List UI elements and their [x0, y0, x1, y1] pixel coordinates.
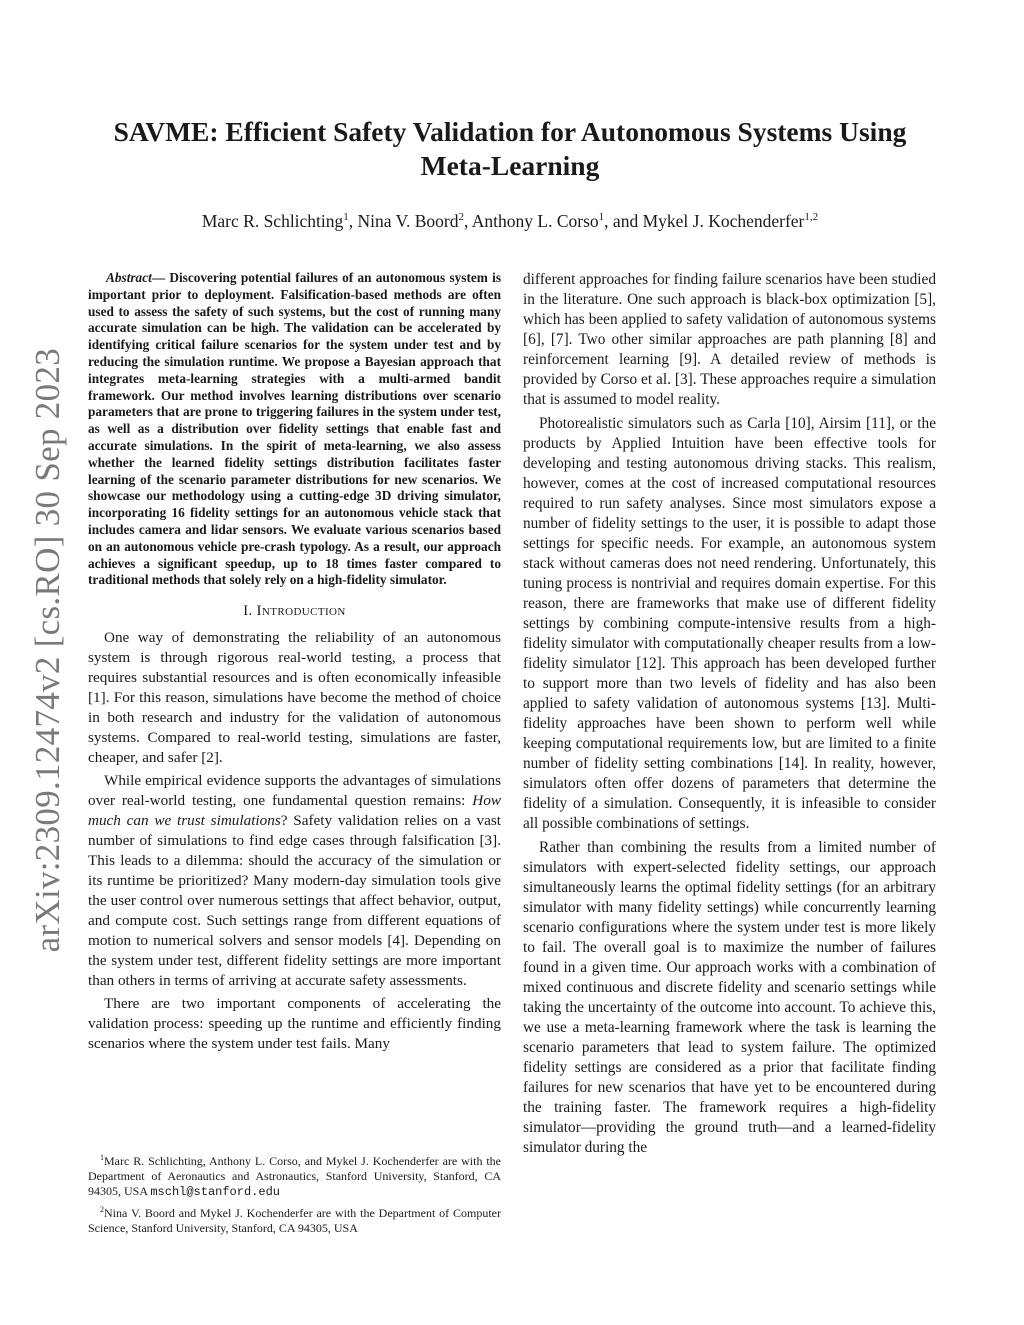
author-list: Marc R. Schlichting$^1$, Nina V. Boord$^2$, Anthony L. Corso$^1$, and Mykel J. Kochenderfer$^{1,2}$ [201, 211, 819, 231]
section-name: Introduction [256, 603, 346, 620]
intro-paragraph-2-rest: ? Safety validation relies on a vast number of simulations to find edge cases through falsification [3]. This leads to a dilemma: should the accuracy of the simulation or its runtime be prioritized? Many modern-day simulation tools give the user control over numerous settings that affect behavior, output, and compute cost. Such settings range from different equations of motion to numerical solvers and sensor models [4]. Depending on the system under test, different fidelity settings are more important than others in terms of arriving at accurate safety assessments. [88, 812, 501, 989]
author-4-affiliation: 1,2 [804, 211, 819, 224]
intro-paragraph-1: One way of demonstrating the reliability of an autonomous system is through rigorous real-world testing, a process that requires substantial resources and is often economically infeasible [1]. For this reason, simulations have become the method of choice in both research and industry for the validation of autonomous systems. Compared to real-world testing, simulations are faster, cheaper, and safer [2]. [88, 629, 501, 766]
intro-paragraph-2-emphasis: How much can we trust simulations [88, 792, 501, 830]
footnote-1-email: mschl@stanford.edu [150, 1185, 280, 1199]
section-number: I. [243, 603, 257, 620]
right-paragraph-3: Rather than combining the results from a limited number of simulators with expert-selected fidelity settings, our approach simultaneously learns the optimal fidelity settings (for an arbitrary simulator with many fidelity settings) while concurrently learning scenario configurations where the system under test is more likely to fail. The overall goal is to maximize the number of failures found in a given time. Our approach works with a combination of mixed continuous and discrete fidelity and scenario settings while taking the uncertainty of the outcome into account. To achieve this, we use a meta-learning framework where the task is learning the scenario parameters that lead to system failure. The optimized fidelity settings are considered as a prior that facilitate finding failures for new scenarios that have yet to be encountered during the training faster. The framework requires a high-fidelity simulator—providing the ground truth—and a learned-fidelity simulator during the [523, 839, 936, 1156]
footnote-2-marker: 2 [100, 1205, 104, 1214]
abstract [88, 270, 501, 589]
right-paragraph-1: different approaches for finding failure scenarios have been studied in the literature. One such approach is black-box optimization [5], which has been applied to safety validation of autonomous systems [6], [7]. Two other similar approaches are path planning [8] and reinforcement learning [9]. A detailed review of methods is provided by Corso et al. [3]. These approaches require a simulation that is assumed to model reality. [523, 271, 936, 408]
title-line-2: Meta-Learning [420, 150, 600, 181]
intro-paragraph-3: There are two important components of accelerating the validation process: speeding up the runtime and efficiently finding scenarios where the system under test fails. Many [88, 995, 501, 1053]
author-1: Marc R. Schlichting [201, 211, 344, 231]
right-column [523, 270, 936, 1162]
author-2-affiliation: 2 [458, 211, 464, 224]
right-paragraph-2: Photorealistic simulators such as Carla [10], Airsim [11], or the products by Applied Intuition have been effective tools for developing and testing autonomous driving stacks. This realism, however, comes at the cost of increased computational resources required to run safety analyses. Since most simulators expose a number of fidelity settings to the user, it is possible to adapt those settings for specific needs. For example, an autonomous system stack without cameras does not need rendering. Unfortunately, this tuning process is nontrivial and requires domain expertise. For this reason, there are frameworks that make use of different fidelity settings by combining compute-intensive results from a high-fidelity simulator with computationally cheaper results from a low-fidelity simulator [12]. This approach has been developed further to support more than two levels of fidelity and has also been applied to safety validation of autonomous systems [13]. Multi-fidelity approaches have been shown to perform well while keeping computational requirements low, but are limited to a finite number of fidelity setting combinations [14]. In reality, however, simulators often offer dozens of parameters that determine the fidelity of a simulation. Consequently, it is infeasible to consider all possible combinations of settings. [523, 415, 936, 832]
author-3: Anthony L. Corso [471, 211, 599, 231]
footnote-1 [88, 1150, 501, 1200]
footnote-2-text: Nina V. Boord and Mykel J. Kochenderfer are with the Department of Computer Science, Stanford University, Stanford, CA 94305, USA [88, 1206, 501, 1235]
arxiv-identifier-stamp [28, 335, 68, 965]
paper-title [100, 115, 920, 183]
arxiv-stamp-text: arXiv:2309.12474v2 [cs.RO] 30 Sep 2023 [28, 347, 67, 953]
footnotes [88, 1150, 501, 1238]
intro-paragraph-2-start: While empirical evidence supports the advantages of simulations over real-world testing, one fundamental question remains: [88, 772, 501, 810]
left-column [88, 270, 501, 1058]
footnote-1-text: Marc R. Schlichting, Anthony L. Corso, and Mykel J. Kochenderfer are with the Department of Aeronautics and Astronautics, Stanford University, Stanford, CA 94305, USA [88, 1154, 501, 1198]
abstract-label: Abstract [106, 270, 152, 285]
footnote-2 [88, 1202, 501, 1236]
author-2: Nina V. Boord [357, 211, 459, 231]
section-heading-introduction [88, 603, 501, 620]
intro-paragraph-2 [88, 771, 501, 990]
author-3-affiliation: 1 [598, 211, 605, 224]
author-1-affiliation: 1 [343, 211, 349, 224]
author-4: and Mykel J. Kochenderfer [612, 211, 805, 231]
footnote-1-marker: 1 [100, 1153, 104, 1162]
title-line-1: SAVME: Efficient Safety Validation for Autonomous Systems Using [113, 116, 907, 147]
abstract-text: — Discovering potential failures of an autonomous system is important prior to deployment. Falsification-based methods are often used to assess the safety of such systems, but the cost of running many accurate simulation can be high. The validation can be accelerated by identifying critical failure scenarios for the system under test and by reducing the simulation runtime. We propose a Bayesian approach that integrates meta-learning strategies with a multi-armed bandit framework. Our method involves learning distributions over scenario parameters that are prone to triggering failures in the system under test, as well as a distribution over fidelity settings that enable fast and accurate simulations. In the spirit of meta-learning, we also assess whether the learned fidelity settings distribution facilitates faster learning of the scenario parameter distributions for new scenarios. We showcase our methodology using a cutting-edge 3D driving simulator, incorporating 16 fidelity settings for an autonomous vehicle stack that includes camera and lidar sensors. We evaluate various scenarios based on an autonomous vehicle pre-crash typology. As a result, our approach achieves a significant speedup, up to 18 times faster compared to traditional methods that solely rely on a high-fidelity simulator. [88, 270, 501, 588]
